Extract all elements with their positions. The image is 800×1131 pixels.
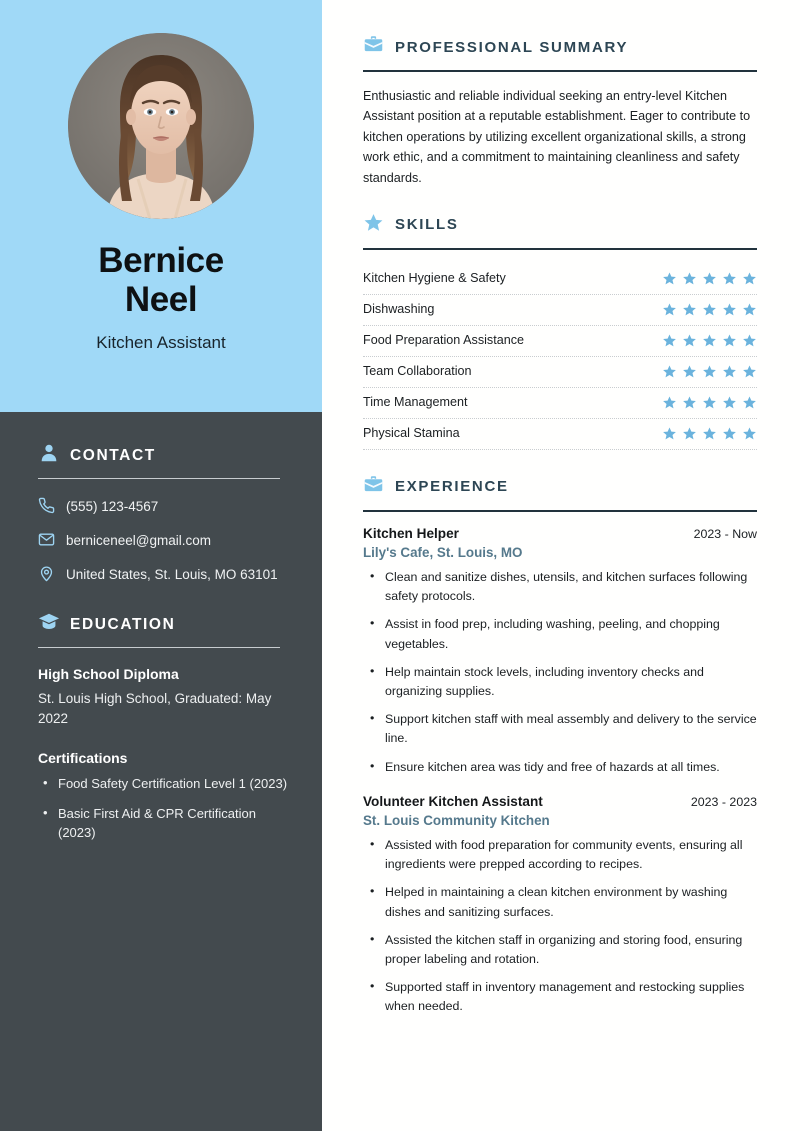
skill-rating [662, 271, 757, 286]
job-title: Kitchen Helper [363, 525, 459, 541]
star-icon [682, 333, 697, 348]
skill-row [363, 388, 757, 419]
star-icon [722, 395, 737, 410]
briefcase-icon [363, 34, 384, 60]
star-icon [702, 364, 717, 379]
summary-section [363, 34, 757, 188]
list-item: • Assisted with food preparation for community events, ensuring all ingredients were prepped according to recipes. [363, 836, 757, 874]
contact-location[interactable] [38, 565, 296, 585]
star-icon [702, 426, 717, 441]
skill-name: Dishwashing [363, 302, 435, 317]
skill-rating [662, 333, 757, 348]
star-icon [662, 364, 677, 379]
skill-name: Team Collaboration [363, 364, 472, 379]
star-icon [702, 395, 717, 410]
star-icon [662, 426, 677, 441]
divider [38, 647, 280, 648]
phone-icon [38, 497, 55, 517]
certifications-heading: Certifications [38, 750, 128, 767]
list-item: • Support kitchen staff with meal assembly and delivery to the service line. [363, 710, 757, 748]
star-icon [682, 395, 697, 410]
contact-heading: CONTACT [70, 446, 156, 464]
experience-section [363, 474, 757, 1017]
star-icon [702, 302, 717, 317]
star-icon [682, 364, 697, 379]
last-name: Neel [124, 280, 198, 320]
skill-rating [662, 395, 757, 410]
job-organization: St. Louis Community Kitchen [363, 812, 550, 828]
experience-entry-header [363, 794, 757, 809]
graduation-cap-icon [38, 611, 60, 638]
star-icon [742, 333, 757, 348]
experience-entry [363, 526, 757, 777]
job-duties-list [363, 568, 757, 777]
sidebar [0, 0, 322, 1131]
job-title-subtitle: Kitchen Assistant [96, 333, 226, 353]
first-name: Bernice [98, 241, 224, 280]
skill-row [363, 326, 757, 357]
page-title [0, 241, 322, 319]
experience-entry-header [363, 526, 757, 541]
skill-name: Time Management [363, 395, 468, 410]
contact-email[interactable] [38, 531, 296, 551]
star-icon [702, 333, 717, 348]
contact-heading-row [38, 442, 296, 469]
job-title: Volunteer Kitchen Assistant [363, 793, 543, 809]
list-item: • Assisted the kitchen staff in organizing and storing food, ensuring proper labeling and rotation. [363, 931, 757, 969]
list-item: • Ensure kitchen area was tidy and free of hazards at all times. [363, 758, 757, 777]
envelope-icon [38, 531, 55, 551]
star-icon [702, 271, 717, 286]
summary-heading-row [363, 34, 757, 60]
skill-name: Kitchen Hygiene & Safety [363, 271, 506, 286]
divider [363, 248, 757, 250]
education-heading: EDUCATION [70, 615, 176, 633]
divider [363, 510, 757, 512]
education-heading-row [38, 611, 296, 638]
certifications-list [38, 775, 296, 843]
education-section [38, 611, 296, 843]
sidebar-header [0, 0, 322, 412]
job-organization: Lily's Cafe, St. Louis, MO [363, 544, 523, 560]
divider [38, 478, 280, 479]
job-duties-list [363, 836, 757, 1017]
main-content [322, 0, 800, 1131]
avatar [68, 33, 254, 219]
skill-row [363, 264, 757, 295]
star-icon [722, 333, 737, 348]
skill-rating [662, 426, 757, 441]
star-icon [722, 364, 737, 379]
experience-heading-row [363, 474, 757, 500]
contact-phone-value: (555) 123-4567 [66, 498, 159, 514]
skill-row [363, 357, 757, 388]
sidebar-body [0, 412, 322, 889]
star-icon [682, 426, 697, 441]
person-icon [38, 442, 60, 469]
star-icon [742, 271, 757, 286]
list-item: • Helped in maintaining a clean kitchen environment by washing dishes and sanitizing surfaces. [363, 883, 757, 921]
star-icon [662, 395, 677, 410]
contact-email-value: berniceneel@gmail.com [66, 532, 212, 548]
star-icon [363, 212, 384, 238]
skills-section [363, 212, 757, 450]
skill-rating [662, 302, 757, 317]
skills-heading-row [363, 212, 757, 238]
briefcase-icon [363, 474, 384, 500]
skill-row [363, 295, 757, 326]
skill-rating [662, 364, 757, 379]
star-icon [682, 271, 697, 286]
education-degree: High School Diploma [38, 666, 179, 682]
star-icon [742, 426, 757, 441]
star-icon [682, 302, 697, 317]
divider [363, 70, 757, 72]
skill-name: Food Preparation Assistance [363, 333, 525, 348]
skill-name: Physical Stamina [363, 426, 460, 441]
summary-heading: PROFESSIONAL SUMMARY [395, 38, 629, 56]
portrait-photo [68, 33, 254, 219]
skills-heading: SKILLS [395, 216, 459, 234]
star-icon [742, 364, 757, 379]
star-icon [722, 271, 737, 286]
job-dates: 2023 - Now [693, 526, 757, 541]
star-icon [742, 395, 757, 410]
star-icon [662, 271, 677, 286]
star-icon [662, 302, 677, 317]
star-icon [722, 302, 737, 317]
star-icon [742, 302, 757, 317]
list-item: • Supported staff in inventory management and restocking supplies when needed. [363, 978, 757, 1016]
summary-text: Enthusiastic and reliable individual seeking an entry-level Kitchen Assistant position at a reputable establishment. Eager to contribute to kitchen operations by utilizing excellent organizational skills, a strong work ethic, and a commitment to maintaining cleanliness and safety standards. [363, 89, 751, 185]
experience-entry [363, 794, 757, 1017]
list-item: • Help maintain stock levels, including inventory checks and organizing supplies. [363, 663, 757, 701]
list-item: • Assist in food prep, including washing, peeling, and chopping vegetables. [363, 615, 757, 653]
list-item: • Basic First Aid & CPR Certification (2023) [38, 805, 296, 843]
experience-heading: EXPERIENCE [395, 478, 509, 496]
star-icon [722, 426, 737, 441]
list-item: • Clean and sanitize dishes, utensils, and kitchen surfaces following safety protocols. [363, 568, 757, 606]
location-pin-icon [38, 565, 55, 585]
contact-location-value: United States, St. Louis, MO 63101 [66, 566, 278, 582]
skill-row [363, 419, 757, 450]
contact-phone[interactable] [38, 497, 296, 517]
list-item: • Food Safety Certification Level 1 (2023) [38, 775, 296, 794]
job-dates: 2023 - 2023 [690, 794, 757, 809]
star-icon [662, 333, 677, 348]
contact-section [38, 442, 296, 585]
education-school: St. Louis High School, Graduated: May 2022 [38, 691, 272, 726]
